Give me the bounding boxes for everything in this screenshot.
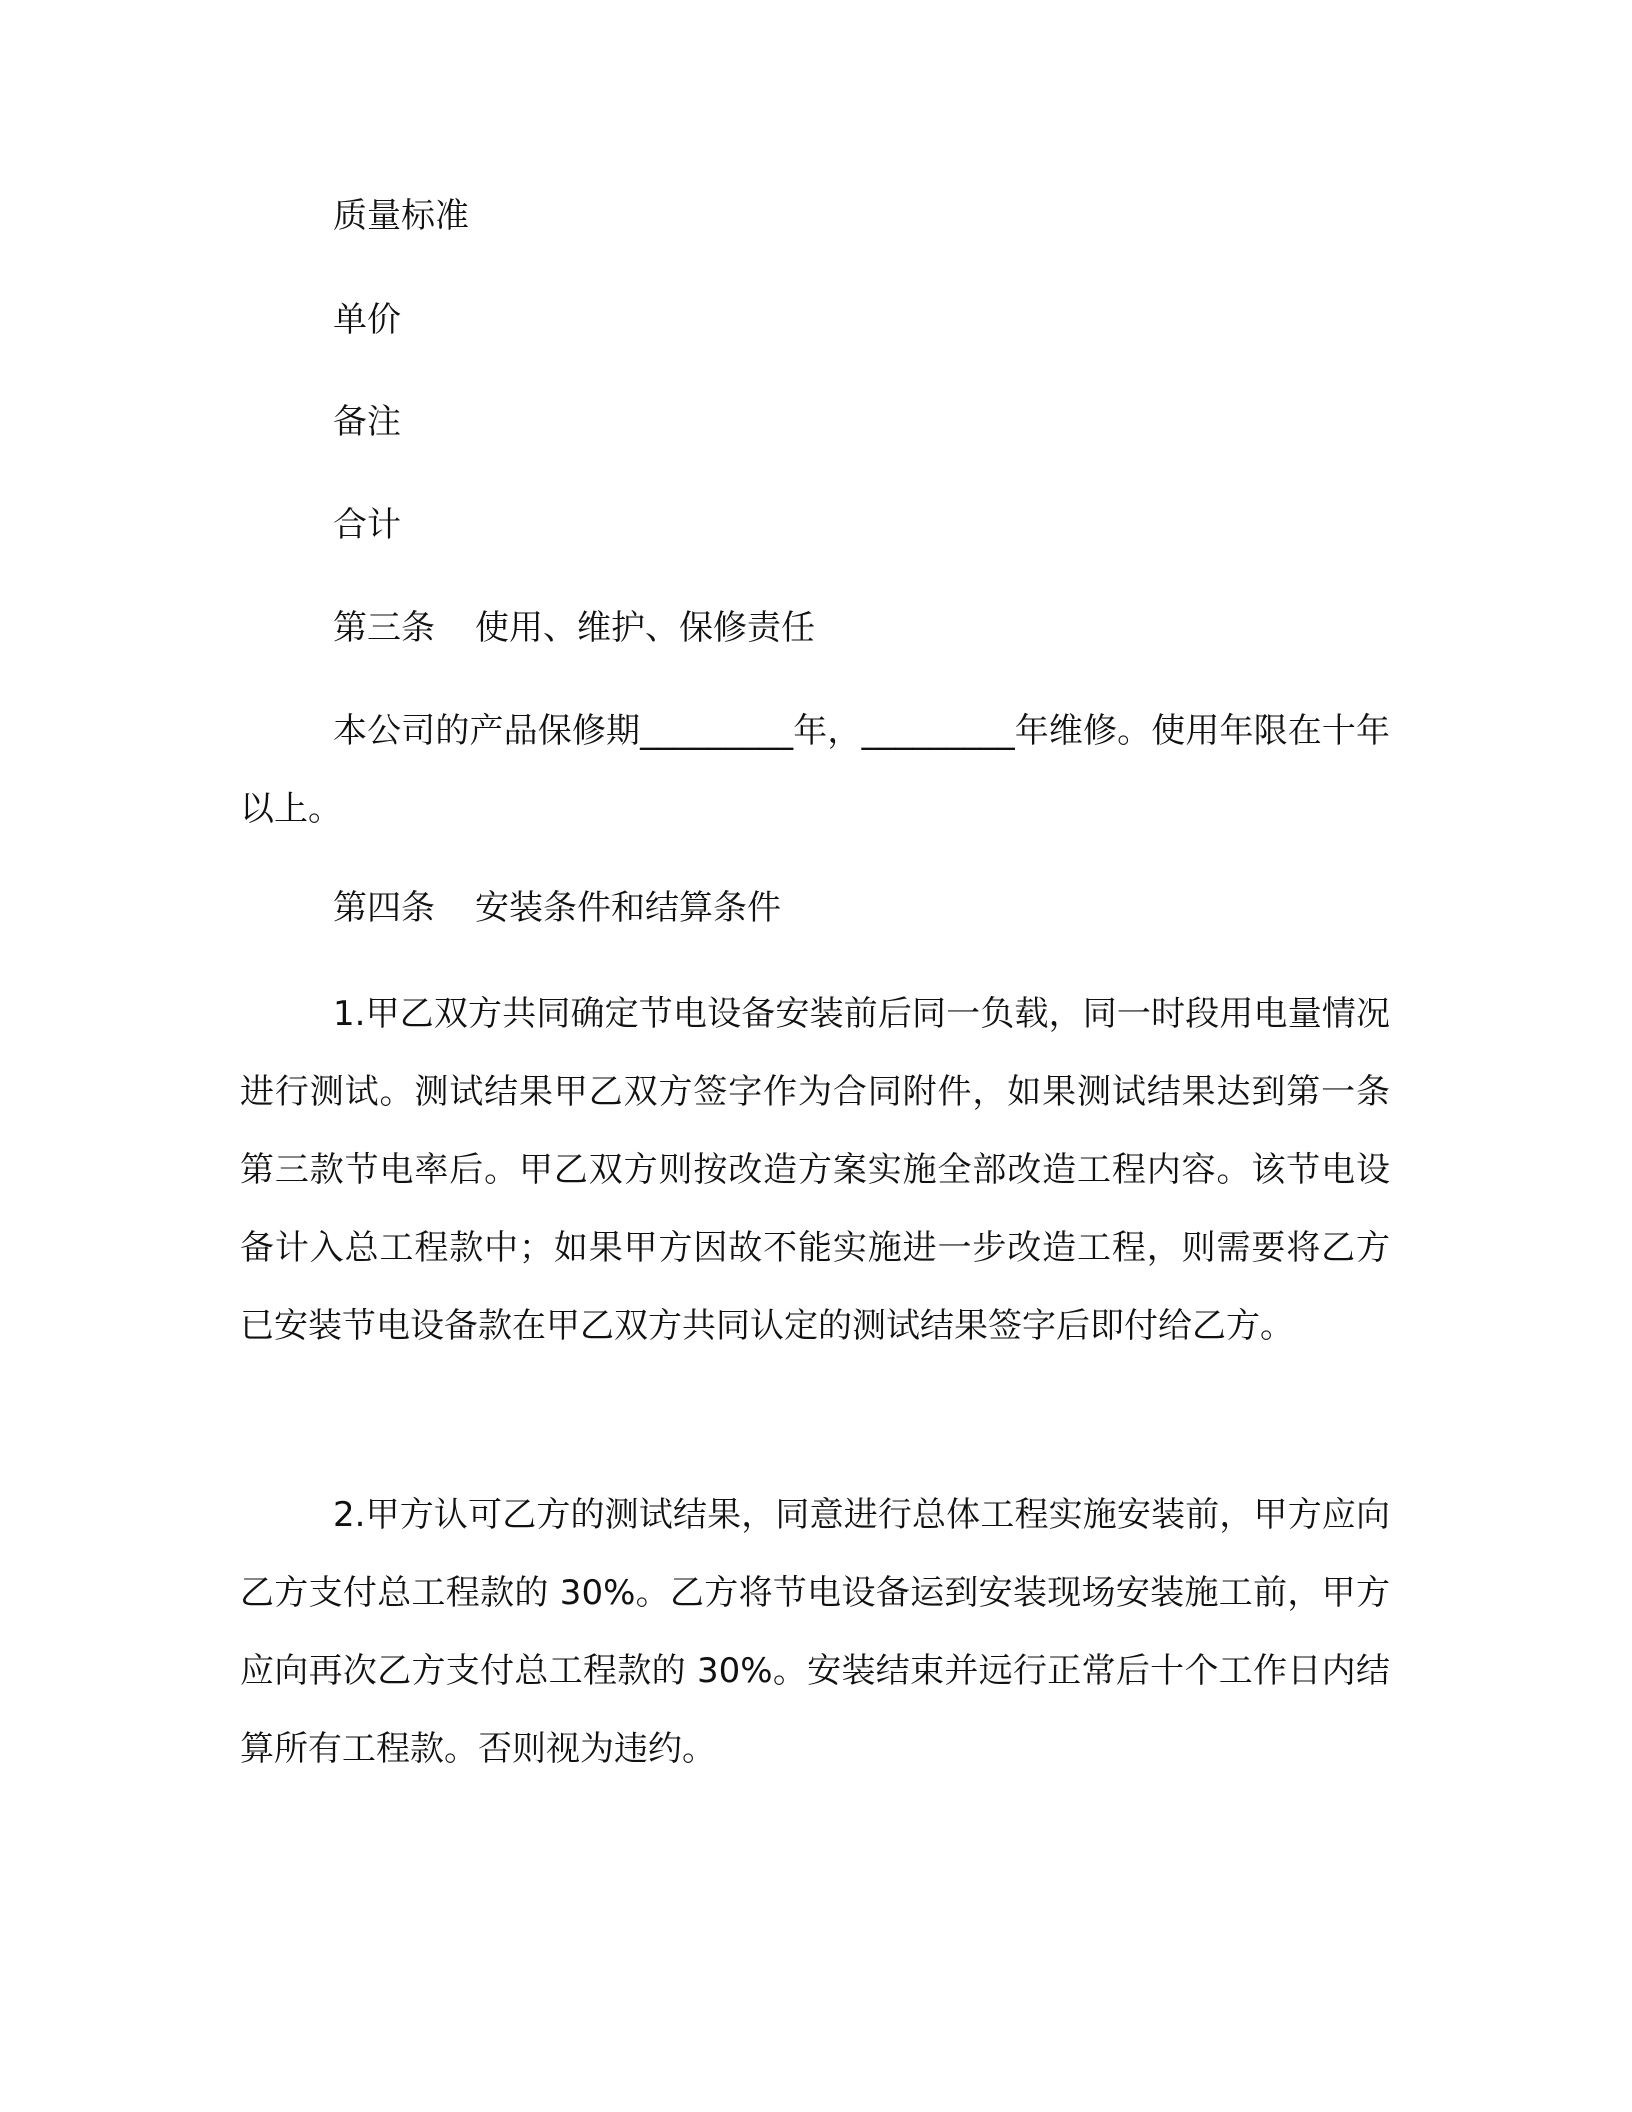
article-3-body: 本公司的产品保修期_________年，_________年维修。使用年限在十年以上。 bbox=[240, 711, 1390, 829]
article-4-heading bbox=[333, 888, 781, 928]
unit-price-label: 单价 bbox=[333, 300, 401, 340]
article-4-item-1: 1.甲乙双方共同确定节电设备安装前后同一负载，同一时段用电量情况进行测试。测试结果甲乙双方签字作为合同附件，如果测试结果达到第一条第三款节电率后。甲乙双方则按改造方案实施全部改造工程内容。该节电设备计入总工程款中；如果甲方因故不能实施进一步改造工程，则需要将乙方已安装节电设备款在甲乙双方共同认定的测试结果签字后即付给乙方。 bbox=[240, 994, 1390, 1346]
article-4-item-2: 2.甲方认可乙方的测试结果，同意进行总体工程实施安装前，甲方应向乙方支付总工程款的 30%。乙方将节电设备运到安装现场安装施工前，甲方应向再次乙方支付总工程款的 30%。安装结束并远行正常后十个工作日内结算所有工程款。否则视为违约。 bbox=[240, 1495, 1390, 1769]
total-label: 合计 bbox=[333, 505, 401, 545]
article-4-number: 第四条 bbox=[333, 888, 435, 928]
quality-standard-label: 质量标准 bbox=[333, 196, 469, 236]
article-3-number: 第三条 bbox=[333, 608, 435, 648]
remarks-label: 备注 bbox=[333, 402, 401, 442]
article-3-heading bbox=[333, 608, 815, 648]
article-3-title: 使用、维护、保修责任 bbox=[475, 608, 815, 648]
article-4-title: 安装条件和结算条件 bbox=[475, 888, 781, 928]
